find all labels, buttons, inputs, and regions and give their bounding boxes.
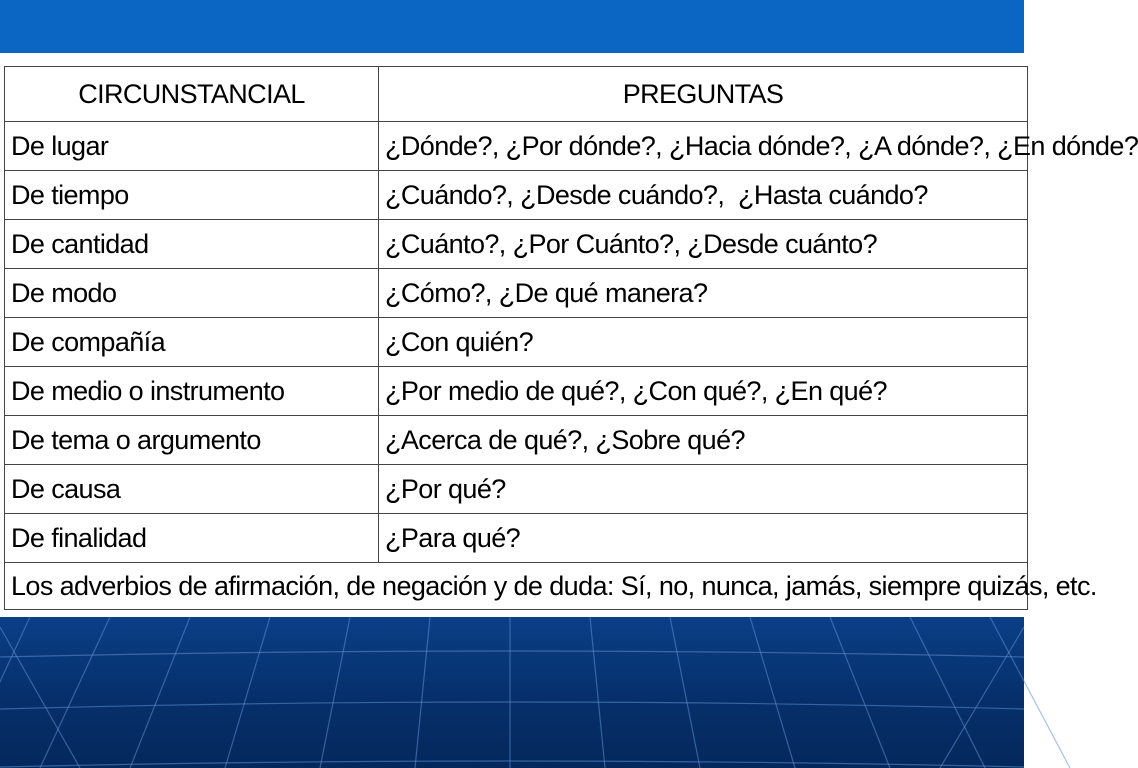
- row-type-cell: De causa: [5, 465, 379, 514]
- table-row: [5, 171, 1028, 220]
- row-type-cell: De medio o instrumento: [5, 367, 379, 416]
- decorative-bottom-band: [0, 617, 1024, 768]
- row-questions-cell: ¿Para qué?: [379, 514, 1028, 563]
- table-row: [5, 318, 1028, 367]
- row-type-cell: De tema o argumento: [5, 416, 379, 465]
- table-row: [5, 269, 1028, 318]
- row-questions-cell: ¿Cómo?, ¿De qué manera?: [379, 269, 1028, 318]
- row-type-cell: De cantidad: [5, 220, 379, 269]
- table-row: [5, 465, 1028, 514]
- row-questions-cell: ¿Cuánto?, ¿Por Cuánto?, ¿Desde cuánto?: [379, 220, 1028, 269]
- row-type-cell: De compañía: [5, 318, 379, 367]
- row-type-cell: De tiempo: [5, 171, 379, 220]
- top-banner: [0, 0, 1024, 53]
- table-footer-row: [5, 563, 1028, 610]
- row-type-cell: De modo: [5, 269, 379, 318]
- header-circunstancial: CIRCUNSTANCIAL: [5, 67, 379, 122]
- table-row: [5, 416, 1028, 465]
- footer-note: Los adverbios de afirmación, de negación y de duda: Sí, no, nunca, jamás, siempre quizás, etc.: [5, 563, 1028, 610]
- row-questions-cell: ¿Por qué?: [379, 465, 1028, 514]
- row-type-cell: De lugar: [5, 122, 379, 171]
- row-questions-cell: ¿Acerca de qué?, ¿Sobre qué?: [379, 416, 1028, 465]
- table-row: [5, 367, 1028, 416]
- table-row: [5, 514, 1028, 563]
- row-type-cell: De finalidad: [5, 514, 379, 563]
- header-preguntas: PREGUNTAS: [379, 67, 1028, 122]
- row-questions-cell: ¿Dónde?, ¿Por dónde?, ¿Hacia dónde?, ¿A dónde?, ¿En dónde?: [379, 122, 1028, 171]
- grid-lines-decoration: [0, 617, 1024, 768]
- row-questions-cell: ¿Cuándo?, ¿Desde cuándo?, ¿Hasta cuándo?: [379, 171, 1028, 220]
- row-questions-cell: ¿Con quién?: [379, 318, 1028, 367]
- table-row: [5, 122, 1028, 171]
- table-header-row: [5, 67, 1028, 122]
- row-questions-cell: ¿Por medio de qué?, ¿Con qué?, ¿En qué?: [379, 367, 1028, 416]
- table-row: [5, 220, 1028, 269]
- adverbial-complements-table: [4, 66, 1138, 610]
